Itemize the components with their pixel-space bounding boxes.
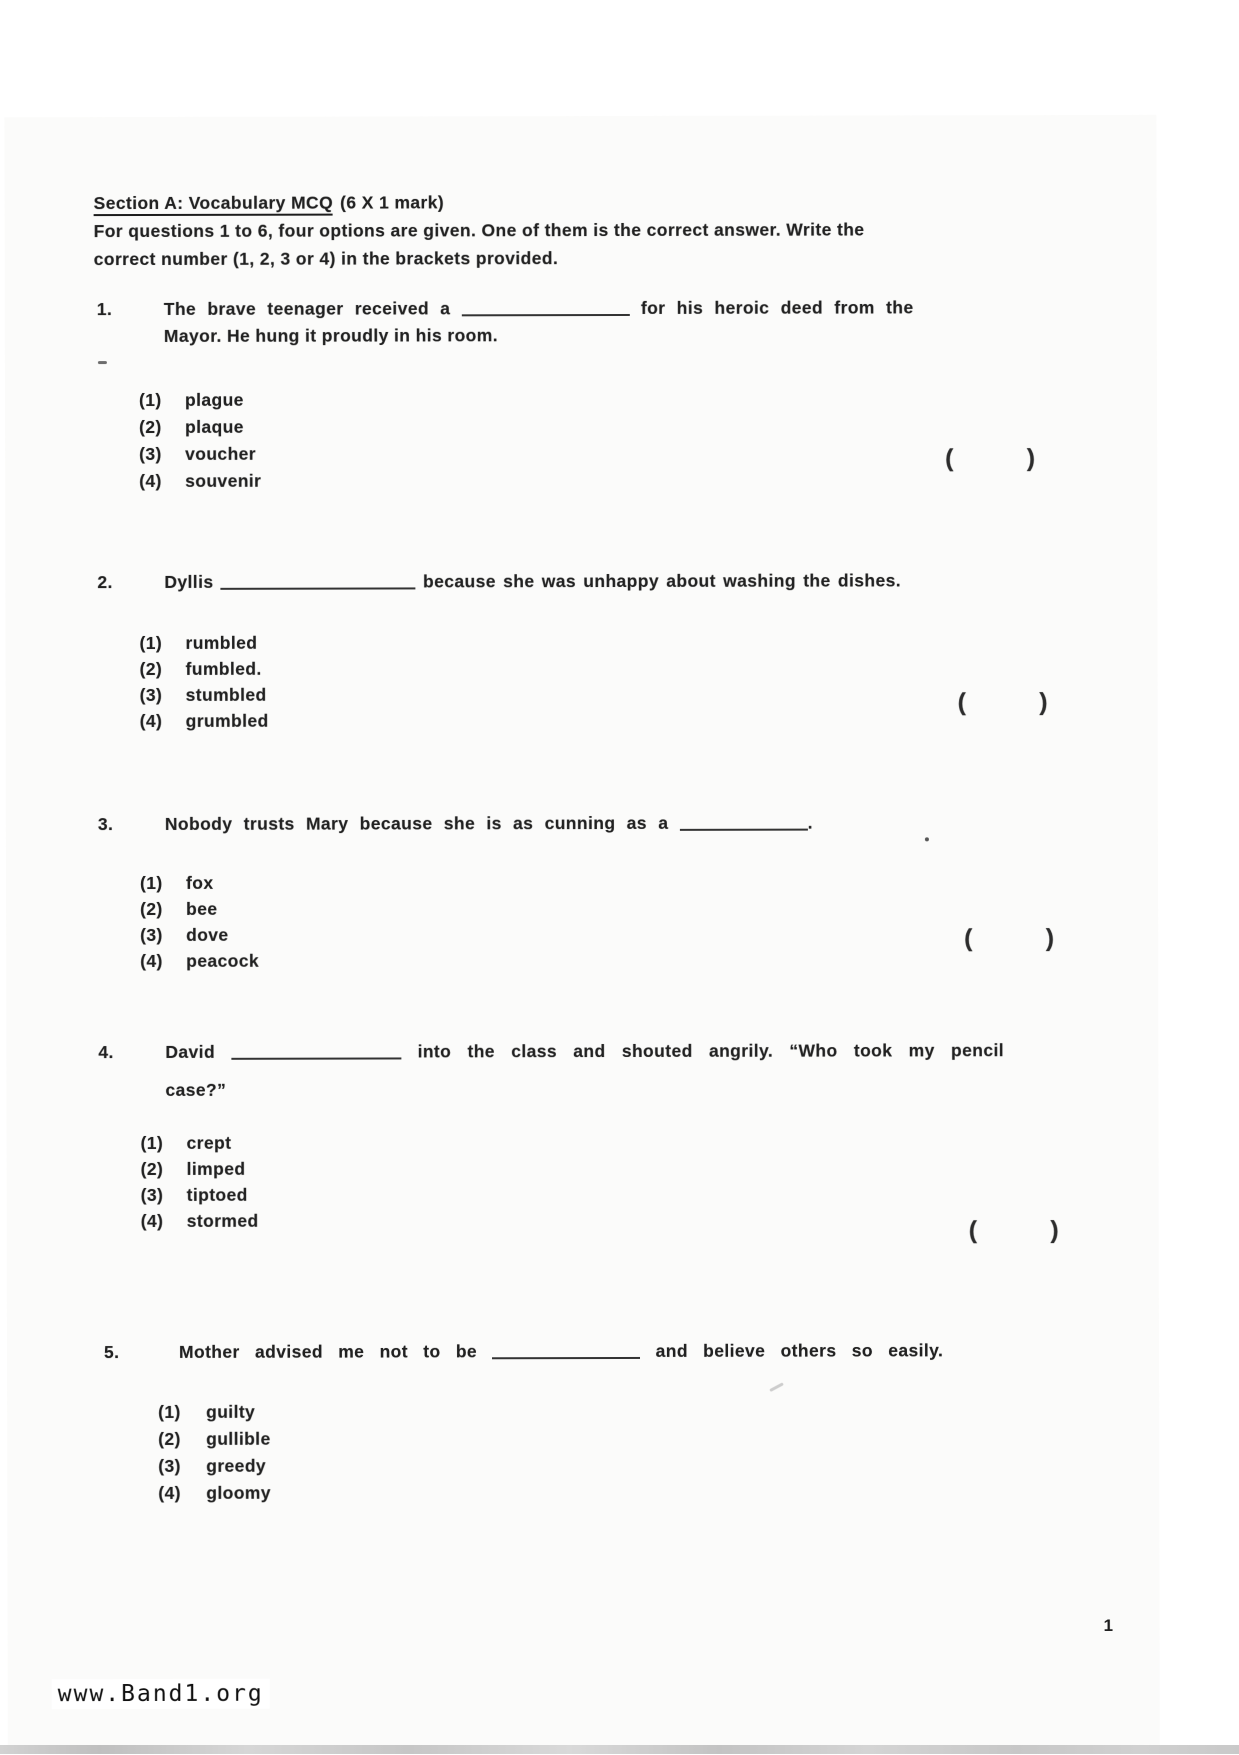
option-label: plaque [185, 416, 244, 437]
question-text-after-blank: for his heroic deed from the [640, 297, 914, 318]
option-label: souvenir [185, 470, 262, 491]
question-text-after-blank: into the class and shouted angrily. “Who took my pencil [417, 1040, 1005, 1062]
option-number: (3) [140, 1184, 164, 1206]
option-row [139, 630, 268, 656]
question-text-before-blank: Mother advised me not to be [178, 1341, 478, 1362]
question-number: 3. [97, 814, 114, 835]
bracket-open: ( [945, 444, 954, 473]
option-label: guilty [206, 1401, 256, 1422]
answer-blank [462, 299, 630, 316]
option-number: (1) [140, 1132, 164, 1154]
option-label: stumbled [185, 684, 267, 705]
option-number: (4) [139, 710, 163, 732]
option-row [140, 708, 269, 734]
question-4 [98, 1037, 1108, 1104]
option-number: (4) [140, 950, 163, 972]
option-number: (3) [158, 1455, 181, 1476]
question-2-options [139, 630, 268, 734]
question-number: 1. [96, 299, 113, 320]
question-text-after-blank: because she was unhappy about washing the dishes. [422, 570, 902, 592]
scan-noise [98, 361, 107, 364]
question-5 [104, 1337, 1114, 1366]
question-2 [97, 567, 1107, 596]
question-3 [98, 809, 1108, 838]
answer-brackets [945, 443, 1035, 473]
option-number: (3) [139, 443, 162, 465]
option-label: tiptoed [186, 1184, 248, 1205]
option-row [141, 1156, 259, 1182]
question-number: 2. [97, 572, 113, 593]
option-label: gloomy [206, 1482, 271, 1503]
question-text-before-blank: Dyllis [164, 571, 214, 592]
answer-blank [680, 814, 808, 831]
option-label: gullible [206, 1428, 271, 1449]
option-label: stormed [186, 1210, 259, 1231]
option-row [158, 1426, 271, 1453]
question-number: 5. [103, 1342, 120, 1363]
question-1 [97, 294, 1107, 350]
option-row [158, 1480, 271, 1507]
option-row [158, 1399, 271, 1426]
answer-blank [492, 1342, 640, 1359]
option-number: (3) [139, 684, 163, 706]
option-row [158, 1453, 271, 1480]
option-label: fox [185, 872, 214, 893]
option-row [140, 656, 269, 682]
option-label: greedy [206, 1455, 267, 1476]
option-number: (2) [140, 1158, 164, 1180]
option-row [139, 468, 261, 495]
question-text-before-blank: Nobody trusts Mary because she is as cunning as a [164, 812, 669, 834]
question-text-line2: Mayor. He hung it proudly in his room. [163, 325, 498, 346]
footer-url: www.Band1.org [52, 1679, 270, 1709]
scan-noise [925, 837, 929, 841]
option-row [140, 870, 259, 896]
option-number: (1) [138, 389, 162, 411]
option-number: (4) [139, 470, 162, 492]
option-label: grumbled [185, 710, 269, 731]
option-number: (2) [140, 898, 163, 920]
question-text-before-blank: David [165, 1041, 216, 1062]
option-row [140, 948, 259, 974]
instructions [94, 216, 865, 273]
bracket-close: ) [1026, 444, 1036, 473]
answer-brackets [969, 1215, 1059, 1245]
option-label: dove [186, 924, 229, 945]
question-5-options [158, 1399, 271, 1507]
option-row [140, 896, 259, 922]
option-number: (2) [158, 1428, 181, 1449]
option-row [140, 682, 269, 708]
option-number: (1) [139, 632, 163, 654]
question-number: 4. [98, 1042, 114, 1063]
question-text-before-blank: The brave teenager received a [163, 298, 451, 319]
option-number: (3) [140, 924, 163, 946]
option-number: (4) [140, 1210, 164, 1232]
option-row [139, 441, 261, 468]
option-number: (2) [139, 416, 162, 438]
option-row [141, 1208, 259, 1234]
bracket-open: ( [964, 924, 973, 953]
answer-blank [221, 572, 416, 589]
option-number: (1) [158, 1401, 181, 1422]
section-title [94, 189, 445, 217]
answer-brackets [958, 687, 1048, 717]
option-row [141, 1182, 259, 1208]
instructions-line2: correct number (1, 2, 3 or 4) in the brackets provided. [93, 247, 559, 269]
bracket-close: ) [1039, 688, 1048, 717]
section-title-marks: (6 X 1 mark) [340, 192, 445, 213]
option-row [140, 922, 259, 948]
option-label: rumbled [185, 632, 258, 653]
option-row [139, 387, 261, 414]
question-1-options [139, 387, 261, 495]
next-page-edge [0, 1745, 1239, 1754]
option-label: crept [186, 1132, 232, 1153]
question-text-after-blank: and believe others so easily. [655, 1340, 944, 1361]
question-4-options [141, 1130, 259, 1234]
bracket-close: ) [1050, 1216, 1059, 1245]
question-3-options [140, 870, 259, 974]
option-number: (1) [139, 872, 163, 894]
option-label: plague [184, 389, 244, 410]
option-label: bee [186, 898, 218, 919]
option-label: voucher [185, 443, 257, 464]
question-text-after-blank: . [807, 812, 813, 833]
option-number: (4) [158, 1482, 181, 1503]
option-label: fumbled. [185, 658, 262, 679]
bracket-close: ) [1045, 924, 1055, 953]
page-number: 1 [1103, 1615, 1114, 1635]
option-row [139, 414, 261, 441]
option-label: peacock [186, 950, 260, 971]
section-title-underlined: Section A: Vocabulary MCQ [94, 193, 334, 217]
option-number: (2) [139, 658, 163, 680]
option-label: limped [186, 1158, 246, 1179]
bracket-open: ( [968, 1216, 978, 1245]
instructions-line1: For questions 1 to 6, four options are given. One of them is the correct answer. Write the [93, 219, 865, 242]
bracket-open: ( [957, 688, 966, 717]
answer-brackets [964, 923, 1054, 953]
question-text-line2: case?” [165, 1079, 227, 1100]
option-row [141, 1130, 259, 1156]
answer-blank [231, 1042, 401, 1059]
